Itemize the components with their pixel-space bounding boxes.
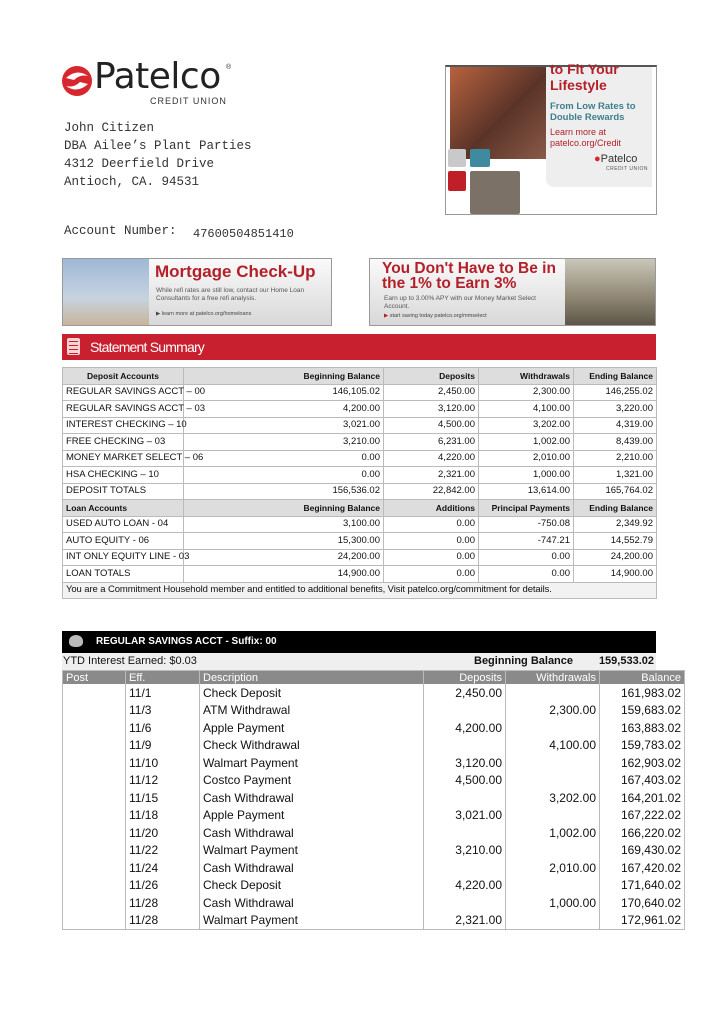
table-cell: 0.00 — [384, 516, 479, 533]
table-cell: 8,439.00 — [574, 434, 657, 451]
table-row — [63, 450, 657, 467]
customer-street: 4312 Deerfield Drive — [64, 157, 215, 171]
table-row — [63, 877, 685, 895]
table-cell: 0.00 — [479, 566, 574, 583]
table-cell: 3,120.00 — [424, 754, 506, 772]
table-cell: 11/22 — [126, 842, 200, 860]
table-cell: 13,614.00 — [479, 483, 574, 500]
table-cell: 0.00 — [479, 549, 574, 566]
table-row — [63, 824, 685, 842]
ad-logo-text: Patelco — [600, 153, 638, 165]
table-cell: 24,200.00 — [574, 549, 657, 566]
ad-logo: ●Patelco — [594, 153, 638, 165]
table-cell: 11/1 — [126, 684, 200, 702]
table-cell: Walmart Payment — [200, 842, 424, 860]
table-row — [63, 384, 657, 401]
col-header: Ending Balance — [574, 500, 657, 517]
table-cell: 11/28 — [126, 894, 200, 912]
table-cell: 1,000.00 — [479, 467, 574, 484]
table-cell — [506, 754, 600, 772]
table-cell — [63, 684, 126, 702]
table-cell: Apple Payment — [200, 719, 424, 737]
col-header: Withdrawals — [506, 671, 600, 685]
table-row — [63, 737, 685, 755]
table-cell: Cash Withdrawal — [200, 859, 424, 877]
money-market-banner[interactable] — [369, 258, 656, 326]
ad-photo-woman — [450, 67, 546, 159]
col-header: Deposits — [384, 368, 479, 385]
transactions-table — [62, 670, 685, 930]
table-cell: Check Withdrawal — [200, 737, 424, 755]
table-cell — [63, 789, 126, 807]
table-cell — [506, 877, 600, 895]
table-cell: 167,222.02 — [600, 807, 685, 825]
table-cell — [63, 807, 126, 825]
table-cell: 0.00 — [384, 566, 479, 583]
table-cell: 1,321.00 — [574, 467, 657, 484]
play-arrow-icon: ▶ — [384, 313, 390, 319]
ad-subhead: From Low Rates to Double Rewards — [550, 101, 636, 123]
col-header: Balance — [600, 671, 685, 685]
table-cell: -750.08 — [479, 516, 574, 533]
table-cell: Check Deposit — [200, 684, 424, 702]
table-cell: 3,100.00 — [184, 516, 384, 533]
table-cell: INTEREST CHECKING – 10 — [63, 417, 184, 434]
table-row — [63, 401, 657, 418]
mm-body: Earn up to 3.00% APY with our Money Market Select Account. — [384, 295, 536, 310]
table-cell: 4,220.00 — [424, 877, 506, 895]
table-cell — [424, 824, 506, 842]
table-row — [63, 684, 685, 702]
table-row — [63, 894, 685, 912]
table-row — [63, 533, 657, 550]
table-cell: 2,300.00 — [506, 702, 600, 720]
table-cell: 170,640.02 — [600, 894, 685, 912]
table-cell: 1,002.00 — [479, 434, 574, 451]
table-cell: ATM Withdrawal — [200, 702, 424, 720]
table-cell: 159,683.02 — [600, 702, 685, 720]
table-cell: DEPOSIT TOTALS — [63, 483, 184, 500]
account-section-title: REGULAR SAVINGS ACCT - Suffix: 00 — [96, 636, 277, 647]
commitment-note: You are a Commitment Household member and entitled to additional benefits, Visit patelco.org/commitment for details. — [63, 582, 657, 599]
col-header: Ending Balance — [574, 368, 657, 385]
table-cell: -747.21 — [479, 533, 574, 550]
mortgage-link-text: learn more at patelco.org/homeloans — [161, 311, 252, 317]
table-cell — [506, 807, 600, 825]
patelco-logo — [60, 56, 235, 110]
table-cell: 0.00 — [384, 533, 479, 550]
logo-subtitle: CREDIT UNION — [150, 96, 227, 106]
mortgage-body: While refi rates are still low, contact our Home Loan Consultants for a free refi analysis. — [156, 287, 305, 302]
beginning-balance-label: Beginning Balance — [474, 655, 574, 667]
table-cell: 24,200.00 — [184, 549, 384, 566]
table-cell: 6,231.00 — [384, 434, 479, 451]
col-header: Post — [63, 671, 126, 685]
transactions-header-row — [63, 671, 685, 685]
table-cell: 11/28 — [126, 912, 200, 930]
table-cell: 3,202.00 — [479, 417, 574, 434]
table-cell — [506, 772, 600, 790]
table-cell: 163,883.02 — [600, 719, 685, 737]
registered-mark: ® — [226, 64, 232, 71]
col-header: Eff. — [126, 671, 200, 685]
table-cell: 11/3 — [126, 702, 200, 720]
mortgage-title: Mortgage Check-Up — [155, 262, 316, 281]
table-cell: 4,319.00 — [574, 417, 657, 434]
mortgage-photo-couple — [63, 259, 149, 325]
table-cell: 0.00 — [184, 467, 384, 484]
col-header: Loan Accounts — [63, 500, 184, 517]
table-cell: 2,321.00 — [424, 912, 506, 930]
table-cell: 3,202.00 — [506, 789, 600, 807]
table-cell — [63, 859, 126, 877]
table-cell: MONEY MARKET SELECT – 06 — [63, 450, 184, 467]
table-row — [63, 483, 657, 500]
table-row — [63, 702, 685, 720]
table-cell: Walmart Payment — [200, 912, 424, 930]
document-icon — [67, 338, 80, 355]
table-cell: 11/20 — [126, 824, 200, 842]
table-cell — [63, 754, 126, 772]
table-cell: 11/24 — [126, 859, 200, 877]
table-cell: 11/12 — [126, 772, 200, 790]
table-cell: 14,900.00 — [574, 566, 657, 583]
table-cell — [506, 912, 600, 930]
table-cell: 11/18 — [126, 807, 200, 825]
table-cell: 1,002.00 — [506, 824, 600, 842]
table-cell — [63, 737, 126, 755]
table-cell: 15,300.00 — [184, 533, 384, 550]
table-cell: 3,210.00 — [184, 434, 384, 451]
table-cell: 3,021.00 — [184, 417, 384, 434]
table-row — [63, 807, 685, 825]
table-cell — [63, 719, 126, 737]
table-cell: Walmart Payment — [200, 754, 424, 772]
mm-link-text: start saving today patelco.org/mmselect — [389, 313, 487, 319]
table-cell: 4,500.00 — [424, 772, 506, 790]
decor-square-brown — [470, 171, 520, 214]
table-cell — [63, 772, 126, 790]
table-cell: 4,220.00 — [384, 450, 479, 467]
table-cell: Cash Withdrawal — [200, 789, 424, 807]
customer-name: John Citizen — [64, 121, 155, 135]
table-cell: 11/26 — [126, 877, 200, 895]
mm-photo-couple — [565, 259, 655, 325]
statement-summary-table — [62, 367, 657, 599]
ytd-row — [62, 653, 656, 670]
table-cell: 172,961.02 — [600, 912, 685, 930]
piggy-bank-icon — [69, 635, 83, 647]
ytd-interest: YTD Interest Earned: $0.03 — [63, 655, 197, 667]
table-cell: 4,500.00 — [384, 417, 479, 434]
table-cell: 165,764.02 — [574, 483, 657, 500]
decor-square-teal — [470, 149, 490, 167]
col-header: Additions — [384, 500, 479, 517]
table-cell: 11/9 — [126, 737, 200, 755]
table-cell — [506, 842, 600, 860]
table-cell: 2,010.00 — [479, 450, 574, 467]
table-cell: 11/6 — [126, 719, 200, 737]
col-header: Principal Payments — [479, 500, 574, 517]
table-cell: 3,210.00 — [424, 842, 506, 860]
table-cell: 167,403.02 — [600, 772, 685, 790]
table-cell: 146,255.02 — [574, 384, 657, 401]
table-row — [63, 467, 657, 484]
mortgage-banner[interactable] — [62, 258, 332, 326]
account-section-header — [62, 631, 656, 653]
decor-square-gray — [448, 149, 466, 167]
table-cell: Cash Withdrawal — [200, 824, 424, 842]
table-cell: 14,900.00 — [184, 566, 384, 583]
table-row — [63, 842, 685, 860]
table-cell: 164,201.02 — [600, 789, 685, 807]
table-cell: 0.00 — [184, 450, 384, 467]
ad-headline: to Fit Your Lifestyle — [550, 61, 619, 93]
table-row — [63, 912, 685, 930]
table-row — [63, 417, 657, 434]
account-number: 47600504851410 — [193, 227, 294, 241]
table-cell — [63, 877, 126, 895]
table-cell — [424, 894, 506, 912]
table-cell — [506, 719, 600, 737]
table-cell: 167,420.02 — [600, 859, 685, 877]
table-cell: 171,640.02 — [600, 877, 685, 895]
table-row — [63, 566, 657, 583]
table-cell: 11/10 — [126, 754, 200, 772]
table-cell: 1,000.00 — [506, 894, 600, 912]
beginning-balance-value: 159,533.02 — [598, 655, 654, 667]
table-cell: REGULAR SAVINGS ACCT – 03 — [63, 401, 184, 418]
table-row — [63, 754, 685, 772]
statement-summary-title: Statement Summary — [90, 339, 204, 355]
col-header: Beginning Balance — [184, 368, 384, 385]
table-cell: 2,450.00 — [424, 684, 506, 702]
table-row — [63, 434, 657, 451]
mm-title: You Don't Have to Be in the 1% to Earn 3% — [382, 260, 556, 292]
table-cell: LOAN TOTALS — [63, 566, 184, 583]
table-cell: 159,783.02 — [600, 737, 685, 755]
patelco-swirl-icon — [60, 64, 94, 98]
decor-square-red — [448, 171, 466, 191]
table-cell — [424, 737, 506, 755]
statement-summary-header — [62, 334, 656, 360]
logo-wordmark: Patelco — [94, 56, 221, 97]
mortgage-link[interactable] — [156, 311, 251, 317]
table-cell: 146,105.02 — [184, 384, 384, 401]
table-cell: 14,552.79 — [574, 533, 657, 550]
table-cell — [424, 859, 506, 877]
mailing-address — [64, 119, 252, 191]
table-cell: 2,321.00 — [384, 467, 479, 484]
loan-header-row — [63, 500, 657, 517]
play-arrow-icon: ▶ — [156, 311, 162, 317]
table-cell — [63, 824, 126, 842]
table-row — [63, 549, 657, 566]
table-cell: 22,842.00 — [384, 483, 479, 500]
deposit-header-row — [63, 368, 657, 385]
table-cell: 162,903.02 — [600, 754, 685, 772]
table-cell: 166,220.02 — [600, 824, 685, 842]
table-cell: 4,100.00 — [506, 737, 600, 755]
table-cell: 0.00 — [384, 549, 479, 566]
account-number-label: Account Number: — [64, 224, 177, 238]
table-cell: FREE CHECKING – 03 — [63, 434, 184, 451]
col-header: Description — [200, 671, 424, 685]
table-cell — [63, 702, 126, 720]
table-cell: AUTO EQUITY - 06 — [63, 533, 184, 550]
table-cell: 3,220.00 — [574, 401, 657, 418]
table-cell: USED AUTO LOAN - 04 — [63, 516, 184, 533]
customer-dba: DBA Ailee’s Plant Parties — [64, 139, 252, 153]
ad-cta: Learn more at patelco.org/Credit — [550, 127, 622, 148]
table-cell: 2,300.00 — [479, 384, 574, 401]
table-cell: 2,450.00 — [384, 384, 479, 401]
table-row — [63, 772, 685, 790]
table-cell: 169,430.02 — [600, 842, 685, 860]
table-cell — [63, 894, 126, 912]
table-row — [63, 719, 685, 737]
table-cell — [424, 702, 506, 720]
col-header: Beginning Balance — [184, 500, 384, 517]
table-cell: Cash Withdrawal — [200, 894, 424, 912]
table-cell: 4,200.00 — [184, 401, 384, 418]
table-cell: REGULAR SAVINGS ACCT – 00 — [63, 384, 184, 401]
table-cell: 156,536.02 — [184, 483, 384, 500]
table-cell: 2,210.00 — [574, 450, 657, 467]
table-cell — [63, 842, 126, 860]
col-header: Deposit Accounts — [63, 368, 184, 385]
table-row — [63, 859, 685, 877]
mm-link[interactable] — [384, 313, 487, 319]
col-header: Deposits — [424, 671, 506, 685]
table-cell: Costco Payment — [200, 772, 424, 790]
table-row — [63, 516, 657, 533]
table-cell — [506, 684, 600, 702]
col-header: Withdrawals — [479, 368, 574, 385]
table-cell: 2,349.92 — [574, 516, 657, 533]
table-cell: 4,200.00 — [424, 719, 506, 737]
table-cell: Check Deposit — [200, 877, 424, 895]
table-cell: 11/15 — [126, 789, 200, 807]
customer-city: Antioch, CA. 94531 — [64, 175, 200, 189]
table-cell: HSA CHECKING – 10 — [63, 467, 184, 484]
table-cell — [63, 912, 126, 930]
table-cell: 3,120.00 — [384, 401, 479, 418]
table-cell: Apple Payment — [200, 807, 424, 825]
table-cell: 3,021.00 — [424, 807, 506, 825]
credit-card-ad[interactable] — [445, 61, 657, 215]
table-cell: 4,100.00 — [479, 401, 574, 418]
table-row — [63, 789, 685, 807]
table-cell: INT ONLY EQUITY LINE - 03 — [63, 549, 184, 566]
table-cell: 161,983.02 — [600, 684, 685, 702]
table-cell — [424, 789, 506, 807]
ad-logo-sub: CREDIT UNION — [606, 166, 649, 172]
table-cell: 2,010.00 — [506, 859, 600, 877]
